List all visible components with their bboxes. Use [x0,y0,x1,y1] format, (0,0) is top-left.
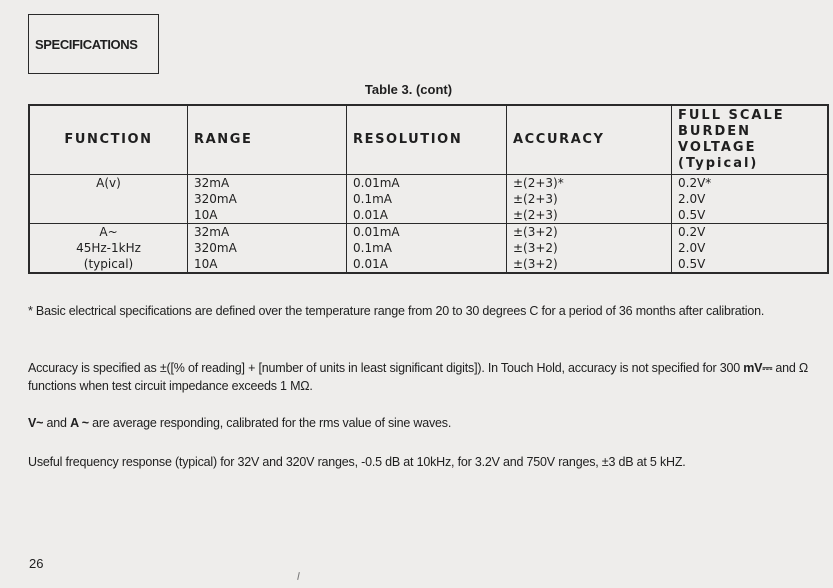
averaging-paragraph [28,414,828,432]
function-cell [29,224,188,274]
range-value: 320mA [194,241,237,255]
table-row [29,224,828,274]
a-ac-symbol: A ~ [70,416,89,430]
accuracy-cell [507,224,672,274]
burden-value: 0.2V [678,225,706,239]
averaging-text: are average responding, calibrated for the rms value of sine waves. [88,416,452,430]
burden-cell [672,224,829,274]
mv-dc-symbol: mV⎓ [743,361,773,375]
burden-value: 0.2V* [678,176,712,190]
resolution-cell [347,224,507,274]
frequency-paragraph: Useful frequency response (typical) for 32V and 320V ranges, -0.5 dB at 10kHz, for 3.2V and 750V ranges, ±3 dB at 5 kHZ. [28,455,686,469]
resolution-cell [347,175,507,224]
header-range: RANGE [188,105,347,175]
header-accuracy: ACCURACY [507,105,672,175]
function-line: A~ [99,225,118,239]
range-value: 10A [194,257,218,271]
function-line: A(v) [96,176,121,190]
function-line: (typical) [83,257,134,271]
header-burden-line-3: VOLTAGE [678,140,757,155]
footnote-paragraph: * Basic electrical specifications are defined over the temperature range from 20 to 30 degrees C for a period of 36 months after calibration. [28,304,765,318]
accuracy-paragraph [28,359,828,395]
header-resolution: RESOLUTION [347,105,507,175]
function-cell [29,175,188,224]
burden-cell [672,175,829,224]
header-burden-line-4: (Typical) [678,156,759,171]
table-header-row [29,105,828,175]
resolution-value: 0.1mA [353,241,392,255]
accuracy-value: ±(3+2) [513,257,558,271]
burden-value: 2.0V [678,241,706,255]
range-value: 10A [194,208,218,222]
burden-value: 0.5V [678,257,706,271]
section-title: SPECIFICATIONS [35,37,138,52]
burden-value: 0.5V [678,208,706,222]
function-line: 45Hz-1kHz [76,241,141,255]
accuracy-value: ±(3+2) [513,241,558,255]
accuracy-value: ±(2+3) [513,192,558,206]
range-value: 32mA [194,176,230,190]
range-cell [188,175,347,224]
header-function: FUNCTION [29,105,188,175]
accuracy-text-b: and Ω functions when test circuit impedance exceeds 1 MΩ. [28,361,809,393]
spec-table [28,104,829,274]
range-cell [188,224,347,274]
range-value: 320mA [194,192,237,206]
table-row [29,175,828,224]
accuracy-value: ±(3+2) [513,225,558,239]
accuracy-text-a: Accuracy is specified as ±([% of reading] + [number of units in least significant digits]). In Touch Hold, accuracy is not specified for 300 [28,361,744,375]
range-value: 32mA [194,225,230,239]
table-title: Table 3. (cont) [364,82,453,97]
resolution-value: 0.1mA [353,192,392,206]
header-burden-line-2: BURDEN [678,124,752,139]
table-title-row [0,82,833,97]
accuracy-value: ±(2+3) [513,208,558,222]
resolution-value: 0.01mA [353,176,400,190]
resolution-value: 0.01A [353,208,388,222]
v-ac-symbol: V~ [28,416,44,430]
resolution-value: 0.01mA [353,225,400,239]
accuracy-cell [507,175,672,224]
header-burden-line-1: FULL SCALE [678,108,785,123]
resolution-value: 0.01A [353,257,388,271]
scan-mark [297,572,300,580]
averaging-and: and [43,416,71,430]
header-burden-voltage [672,105,829,175]
burden-value: 2.0V [678,192,706,206]
section-header-box [28,14,159,74]
page-number: 26 [29,556,44,571]
accuracy-value: ±(2+3)* [513,176,564,190]
